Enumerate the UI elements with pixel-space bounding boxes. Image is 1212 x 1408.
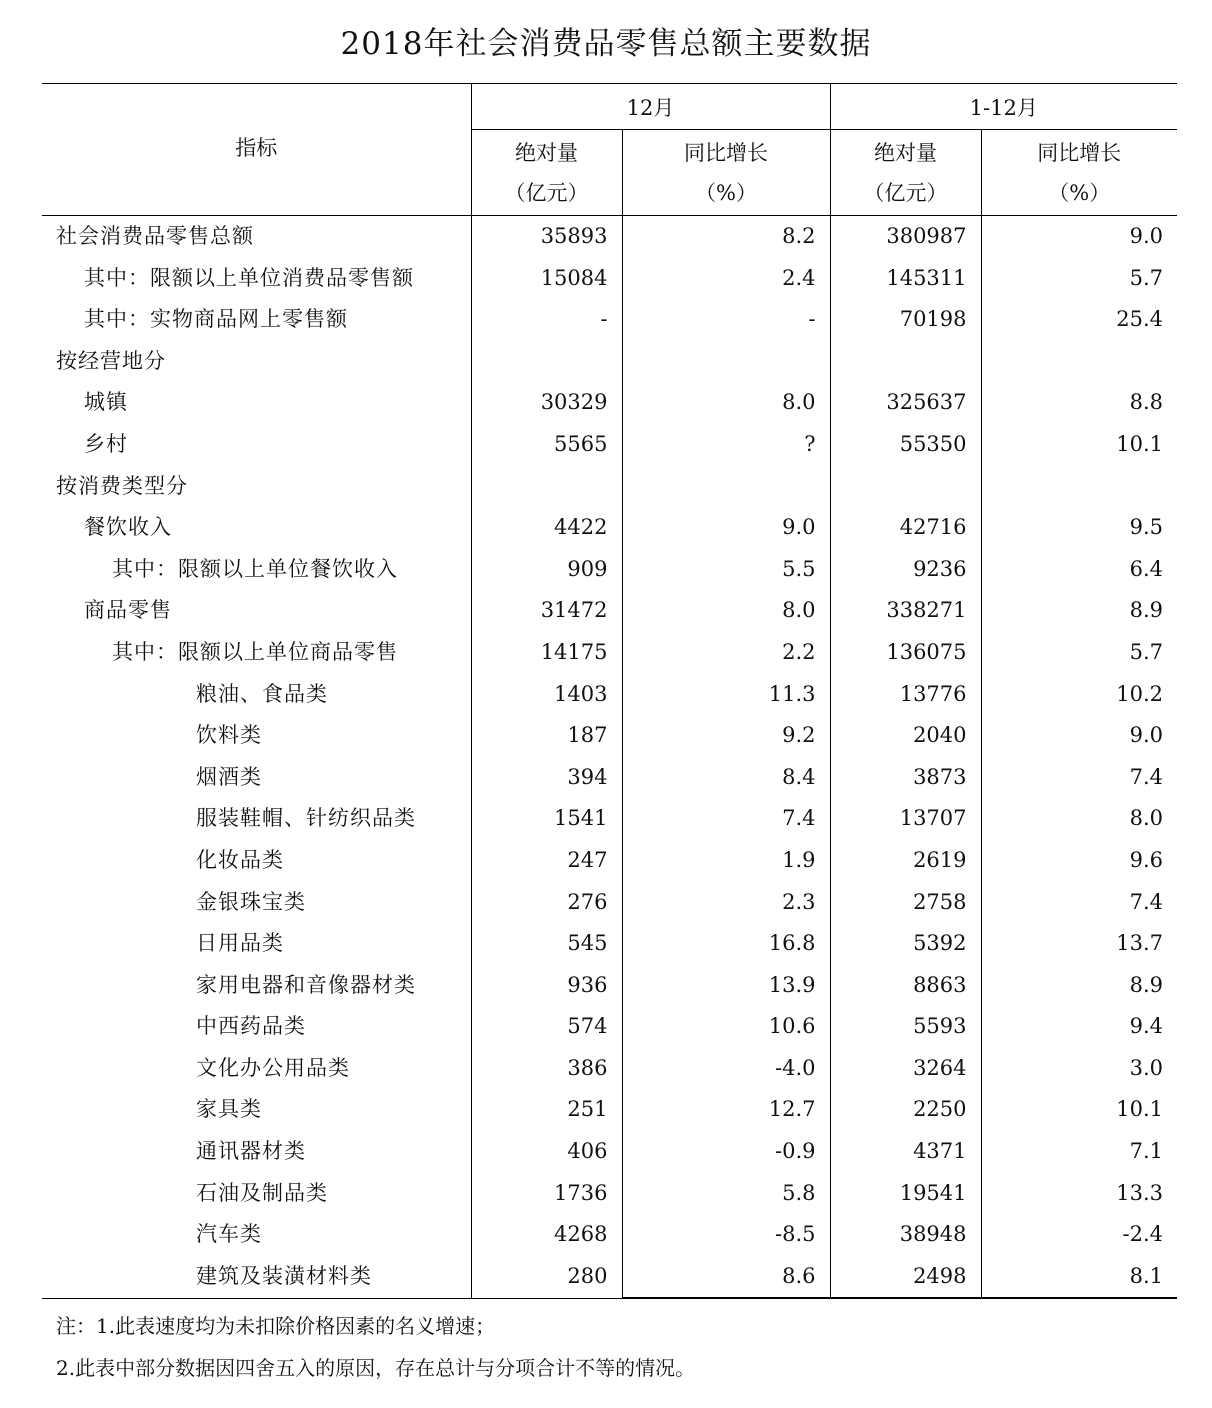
row-label: 建筑及装潢材料类 [42,1256,471,1299]
cell-dec-growth: 5.8 [622,1173,830,1215]
row-label: 服装鞋帽、针纺织品类 [196,806,416,831]
cell-dec-growth: 7.4 [622,798,830,840]
table-row [42,1173,1177,1215]
table-header [42,84,1177,216]
cell-ytd-growth: 6.4 [981,549,1177,591]
cell-ytd-growth: 9.4 [981,1006,1177,1048]
cell-dec-growth: -0.9 [622,1131,830,1173]
cell-ytd-absolute: 9236 [830,549,981,591]
row-label: 餐饮收入 [84,515,172,540]
cell-dec-absolute: 30329 [471,382,622,424]
cell-ytd-absolute: 2250 [830,1089,981,1131]
row-label: 化妆品类 [196,847,284,872]
cell-ytd-absolute: 338271 [830,590,981,632]
cell-dec-absolute: 386 [471,1048,622,1090]
row-label: 社会消费品零售总额 [56,224,254,248]
cell-ytd-absolute: 13776 [830,674,981,716]
cell-dec-absolute: 574 [471,1006,622,1048]
cell-dec-growth: 13.9 [622,965,830,1007]
cell-ytd-growth [981,466,1177,508]
table-row [42,840,1177,882]
row-label: 家具类 [196,1097,262,1122]
cell-ytd-absolute: 2619 [830,840,981,882]
table-row [42,1131,1177,1173]
cell-ytd-growth: 9.0 [981,216,1177,258]
cell-dec-absolute: 280 [471,1256,622,1299]
table-row [42,507,1177,549]
cell-dec-absolute [471,466,622,508]
cell-dec-growth: 16.8 [622,923,830,965]
cell-dec-growth [622,341,830,383]
cell-ytd-growth: 8.9 [981,965,1177,1007]
cell-ytd-absolute: 380987 [830,216,981,258]
table-row [42,1006,1177,1048]
cell-dec-growth: ? [622,424,830,466]
cell-dec-growth: - [622,299,830,341]
cell-ytd-growth: 5.7 [981,632,1177,674]
header-group-year-to-date: 1-12月 [830,84,1177,130]
page-title: 2018年社会消费品零售总额主要数据 [340,26,872,62]
cell-ytd-growth: 5.7 [981,258,1177,300]
table-row [42,549,1177,591]
cell-dec-growth: 2.2 [622,632,830,674]
cell-ytd-growth: 8.1 [981,1256,1177,1299]
cell-ytd-growth [981,341,1177,383]
footnote-2: 2.此表中部分数据因四舍五入的原因，存在总计与分项合计不等的情况。 [56,1356,696,1380]
header-dec-growth-label: 同比增长 [684,140,768,165]
table-row [42,632,1177,674]
cell-ytd-growth: 7.4 [981,757,1177,799]
cell-dec-absolute: 406 [471,1131,622,1173]
cell-ytd-absolute: 19541 [830,1173,981,1215]
row-label: 其中：限额以上单位消费品零售额 [84,265,414,290]
cell-ytd-growth: 9.5 [981,507,1177,549]
table-row [42,757,1177,799]
cell-ytd-absolute: 136075 [830,632,981,674]
table-row [42,1214,1177,1256]
cell-dec-absolute: 251 [471,1089,622,1131]
cell-dec-absolute: 936 [471,965,622,1007]
cell-dec-absolute: 1541 [471,798,622,840]
cell-dec-growth: 9.0 [622,507,830,549]
cell-dec-growth: 8.0 [622,382,830,424]
table-row [42,299,1177,341]
cell-ytd-growth: 9.6 [981,840,1177,882]
cell-ytd-absolute: 8863 [830,965,981,1007]
table-row [42,382,1177,424]
cell-ytd-growth: 3.0 [981,1048,1177,1090]
cell-ytd-growth: -2.4 [981,1214,1177,1256]
table-row [42,923,1177,965]
cell-ytd-growth: 7.4 [981,882,1177,924]
cell-ytd-absolute: 145311 [830,258,981,300]
retail-sales-table [42,83,1177,1299]
table-row [42,798,1177,840]
cell-ytd-growth: 10.1 [981,424,1177,466]
table-body [42,216,1177,1299]
cell-dec-absolute: 15084 [471,258,622,300]
cell-dec-growth [622,466,830,508]
row-label: 汽车类 [196,1222,262,1247]
row-label: 饮料类 [196,723,262,748]
cell-ytd-absolute: 13707 [830,798,981,840]
row-label: 石油及制品类 [196,1180,328,1205]
cell-ytd-absolute: 3264 [830,1048,981,1090]
cell-dec-absolute: 31472 [471,590,622,632]
row-label: 通讯器材类 [196,1139,306,1164]
cell-ytd-absolute: 5392 [830,923,981,965]
cell-dec-growth: 5.5 [622,549,830,591]
cell-dec-growth: 8.2 [622,216,830,258]
table-row [42,1089,1177,1131]
row-label: 乡村 [84,431,128,456]
cell-ytd-growth: 10.2 [981,674,1177,716]
row-label: 其中：限额以上单位商品零售 [112,639,398,664]
cell-ytd-absolute: 3873 [830,757,981,799]
table-row [42,216,1177,258]
cell-dec-growth: 2.3 [622,882,830,924]
cell-ytd-absolute: 5593 [830,1006,981,1048]
table-row [42,1048,1177,1090]
cell-ytd-growth: 8.8 [981,382,1177,424]
cell-dec-growth: 2.4 [622,258,830,300]
footnotes [56,1305,695,1389]
cell-dec-absolute: 5565 [471,424,622,466]
cell-ytd-absolute: 70198 [830,299,981,341]
cell-dec-growth: 9.2 [622,715,830,757]
row-label: 其中：限额以上单位餐饮收入 [112,556,398,581]
header-ytd-absolute-unit: （亿元） [863,180,948,205]
cell-ytd-absolute: 325637 [830,382,981,424]
cell-ytd-absolute [830,466,981,508]
row-label: 商品零售 [84,598,172,623]
cell-dec-growth: 1.9 [622,840,830,882]
row-label: 按经营地分 [56,348,166,373]
table-row [42,882,1177,924]
cell-dec-absolute: 394 [471,757,622,799]
cell-dec-growth: 11.3 [622,674,830,716]
table-row [42,674,1177,716]
header-group-december: 12月 [471,84,830,130]
cell-ytd-absolute: 55350 [830,424,981,466]
header-dec-absolute [471,130,622,216]
cell-ytd-growth: 13.3 [981,1173,1177,1215]
footnote-1: 注：1.此表速度均为未扣除价格因素的名义增速； [56,1314,496,1338]
cell-ytd-absolute: 4371 [830,1131,981,1173]
table-row [42,341,1177,383]
table-row [42,590,1177,632]
cell-dec-absolute: 276 [471,882,622,924]
cell-dec-absolute: 1403 [471,674,622,716]
cell-dec-absolute: 187 [471,715,622,757]
cell-ytd-absolute: 2498 [830,1256,981,1299]
header-dec-absolute-label: 绝对量 [515,140,578,165]
table-row [42,258,1177,300]
table-row [42,715,1177,757]
cell-dec-growth: 12.7 [622,1089,830,1131]
cell-ytd-absolute: 42716 [830,507,981,549]
cell-dec-growth: 8.6 [622,1256,830,1299]
cell-ytd-growth: 7.1 [981,1131,1177,1173]
cell-ytd-growth: 13.7 [981,923,1177,965]
header-ytd-growth-label: 同比增长 [1037,140,1122,165]
cell-ytd-absolute: 2040 [830,715,981,757]
row-label: 按消费类型分 [56,473,188,498]
table-row [42,424,1177,466]
row-label: 其中：实物商品网上零售额 [84,307,348,332]
cell-dec-growth: 8.4 [622,757,830,799]
cell-dec-absolute: 909 [471,549,622,591]
cell-dec-absolute: 4268 [471,1214,622,1256]
cell-dec-absolute: 1736 [471,1173,622,1215]
cell-dec-growth: 8.0 [622,590,830,632]
row-label: 城镇 [84,390,128,415]
cell-dec-growth: -4.0 [622,1048,830,1090]
cell-dec-absolute: 247 [471,840,622,882]
header-dec-growth [622,130,830,216]
table-row [42,965,1177,1007]
header-dec-growth-unit: （%） [695,180,757,205]
cell-dec-absolute: 545 [471,923,622,965]
cell-ytd-growth: 25.4 [981,299,1177,341]
cell-dec-growth: 10.6 [622,1006,830,1048]
row-label: 烟酒类 [196,764,262,789]
row-label: 粮油、食品类 [196,681,328,706]
row-label: 金银珠宝类 [196,889,306,914]
cell-dec-absolute: 35893 [471,216,622,258]
header-dec-absolute-unit: （亿元） [504,180,589,205]
table-row [42,466,1177,508]
header-ytd-growth [981,130,1177,216]
cell-ytd-absolute: 38948 [830,1214,981,1256]
cell-ytd-growth: 10.1 [981,1089,1177,1131]
cell-dec-growth: -8.5 [622,1214,830,1256]
row-label: 日用品类 [196,931,284,956]
header-ytd-absolute-label: 绝对量 [874,140,938,165]
cell-dec-absolute: 14175 [471,632,622,674]
header-ytd-absolute [830,130,981,216]
row-label: 家用电器和音像器材类 [196,972,416,997]
cell-ytd-growth: 8.9 [981,590,1177,632]
row-label: 文化办公用品类 [196,1055,350,1080]
row-label: 中西药品类 [196,1014,306,1039]
table-row [42,1256,1177,1299]
cell-ytd-absolute [830,341,981,383]
cell-ytd-growth: 8.0 [981,798,1177,840]
cell-dec-absolute: - [471,299,622,341]
cell-ytd-growth: 9.0 [981,715,1177,757]
cell-dec-absolute: 4422 [471,507,622,549]
header-indicator: 指标 [42,84,471,216]
cell-ytd-absolute: 2758 [830,882,981,924]
cell-dec-absolute [471,341,622,383]
header-ytd-growth-unit: （%） [1048,180,1111,205]
